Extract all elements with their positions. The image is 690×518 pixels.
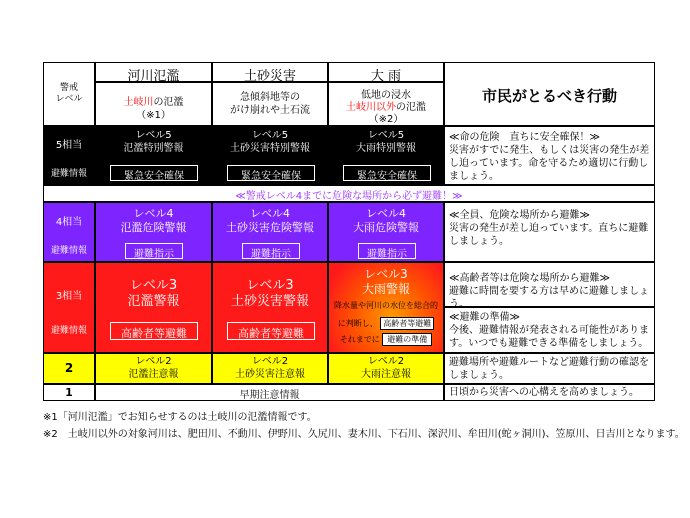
level5-evac-label: 避難情報 xyxy=(50,169,87,179)
level5-sediment-cell xyxy=(212,126,328,185)
level3-rain-note-1: 降水量や河川の水位を総合的 xyxy=(334,301,438,310)
footnote-2: ※2 土岐川以外の対象河川は、肥田川、不動川、伊野川、久尻川、妻木川、下石川、深沢川、牟田川(蛇ヶ洞川)、笠原川、日吉川となります。 xyxy=(43,429,685,440)
evacuation-banner: ≪警戒レベル4までに危険な場所から必ず避難！≫ xyxy=(235,191,463,202)
level2-sediment-cell xyxy=(212,353,328,384)
sediment-title: 土砂災害 xyxy=(243,69,296,84)
level3-rain-note-2a: に判断し、 xyxy=(337,319,378,328)
level3-equiv-cell xyxy=(43,262,95,353)
alert-level-label: 警戒 レベル xyxy=(55,83,83,105)
level3-action-1: ≪高齢者等は危険な場所から避難≫ 避難に時間を要する方は早めに避難しましょう。 xyxy=(449,273,649,310)
level3-rain-cell xyxy=(328,262,444,353)
level1-info: 早期注意情報 xyxy=(239,390,300,401)
level1-info-cell xyxy=(95,384,444,401)
level3-rain-note-2b: 高齢者等避難 xyxy=(380,317,434,330)
level4-evac-label: 避難情報 xyxy=(50,246,87,256)
header-sediment xyxy=(212,62,328,82)
evacuation-banner-cell xyxy=(43,185,655,202)
level4-river: レベル4 氾濫危険警報 xyxy=(120,207,187,234)
level5-river: レベル5 氾濫特別警報 xyxy=(123,130,184,154)
level3-river-evac-text: 高齢者等避難 xyxy=(121,327,187,340)
header-rain-desc xyxy=(328,82,444,126)
level5-rain-evac-text: 緊急安全確保 xyxy=(357,171,417,182)
level3-evac-label: 避難情報 xyxy=(50,326,87,336)
level5-action: ≪命の危険 直ちに安全確保！≫ 災害がすでに発生、もしくは災害の発生が差し迫っています。命を守るため適切に行動しましょう。 xyxy=(449,132,650,182)
level5-river-evac-text: 緊急安全確保 xyxy=(124,171,184,182)
level3-sediment-cell xyxy=(212,262,328,353)
action-title: 市民がとるべき行動 xyxy=(481,87,617,105)
river-title: 河川氾濫 xyxy=(127,69,180,84)
level5-rain-cell xyxy=(328,126,444,185)
level5-sediment-evac-box xyxy=(227,165,315,181)
level4-equiv-cell xyxy=(43,202,95,262)
level5-equiv: 5相当 xyxy=(55,140,83,151)
level4-action-cell xyxy=(444,202,655,262)
level3-equiv: 3相当 xyxy=(55,291,83,302)
footnote-1: ※1「河川氾濫」でお知らせするのは土岐川の氾濫情報です。 xyxy=(43,412,317,423)
level1-action: 日頃から災害への心構えを高めましょう。 xyxy=(449,387,639,398)
level4-sediment-evac-box xyxy=(242,243,300,259)
level1-action-cell xyxy=(444,384,655,401)
level5-sediment: レベル5 土砂災害特別警報 xyxy=(230,130,310,154)
level3-rain-note-2 xyxy=(329,317,443,330)
level4-sediment-cell xyxy=(212,202,328,262)
header-alert-level xyxy=(43,62,95,126)
level1-cell xyxy=(43,384,95,401)
level4-sediment: レベル4 土砂災害危険警報 xyxy=(226,207,314,234)
rain-desc-1: 低地の浸水 xyxy=(361,90,411,101)
level2-number: 2 xyxy=(64,361,74,375)
level5-action-cell xyxy=(444,126,655,185)
rain-title: 大 雨 xyxy=(370,69,402,84)
level5-rain: レベル5 大雨特別警報 xyxy=(356,130,416,154)
level3-rain-note-3 xyxy=(329,333,443,346)
level3-river-evac-box xyxy=(110,322,198,340)
level4-river-evac-box xyxy=(125,243,183,259)
level5-rain-evac-box xyxy=(343,165,431,181)
level4-rain: レベル4 大雨危険警報 xyxy=(353,207,419,234)
level3-action-1-cell xyxy=(444,262,655,310)
header-river xyxy=(95,62,212,82)
level3-sediment-evac-text: 高齢者等避難 xyxy=(238,327,304,340)
level3-sediment: レベル3 土砂災害警報 xyxy=(230,278,309,310)
sediment-desc: 急傾斜地等の がけ崩れや土石流 xyxy=(230,92,310,116)
level2-cell xyxy=(43,353,95,384)
level1-number: 1 xyxy=(65,386,73,399)
level3-rain-note-3b: 避難の準備 xyxy=(382,333,432,346)
header-river-desc xyxy=(95,82,212,126)
header-action xyxy=(444,62,655,126)
rain-desc-red: 土岐川以外 xyxy=(346,102,396,113)
level2-action: 避難場所や避難ルートなど避難行動の確認をしましょう。 xyxy=(449,357,649,381)
level3-action-2: ≪避難の準備≫ 今後、避難情報が発表される可能性があります。いつでも避難できる準備をしましょう。 xyxy=(449,312,649,349)
level4-action: ≪全員、危険な場所から避難≫ 災害の発生が差し迫っています。直ちに避難しましょう。 xyxy=(449,210,649,247)
level4-rain-cell xyxy=(328,202,444,262)
header-sediment-desc xyxy=(212,82,328,126)
header-rain xyxy=(328,62,444,82)
alert-level-table xyxy=(43,62,655,401)
level4-rain-evac-box xyxy=(358,243,416,259)
level2-rain-cell xyxy=(328,353,444,384)
level3-river: レベル3 氾濫警報 xyxy=(127,278,180,310)
river-name-red: 土岐川 xyxy=(123,97,154,108)
rain-desc-rest: の氾濫 xyxy=(396,102,426,113)
level2-river: レベル2 氾濫注意報 xyxy=(128,356,179,380)
level4-river-cell xyxy=(95,202,212,262)
level5-river-evac-box xyxy=(110,165,198,181)
level2-action-cell xyxy=(444,353,655,384)
level4-river-evac-text: 避難指示 xyxy=(134,249,174,260)
level2-river-cell xyxy=(95,353,212,384)
rain-desc-note: （※2） xyxy=(368,114,404,125)
level4-sediment-evac-text: 避難指示 xyxy=(251,249,291,260)
level4-rain-evac-text: 避難指示 xyxy=(367,249,407,260)
level3-rain: レベル3 大雨警報 xyxy=(361,267,410,296)
level2-sediment: レベル2 土砂災害注意報 xyxy=(235,356,305,380)
level3-action-2-cell xyxy=(444,307,655,353)
level4-equiv: 4相当 xyxy=(55,217,83,228)
river-desc-rest: の氾濫 xyxy=(153,97,184,108)
level3-sediment-evac-box xyxy=(227,322,315,340)
level5-equiv-cell xyxy=(43,126,95,185)
level3-river-cell xyxy=(95,262,212,353)
level3-rain-note-3a: それまでに xyxy=(339,335,380,344)
level5-sediment-evac-text: 緊急安全確保 xyxy=(241,171,301,182)
river-desc-note: （※1） xyxy=(136,110,171,121)
level5-river-cell xyxy=(95,126,212,185)
level2-rain: レベル2 大雨注意報 xyxy=(361,356,411,380)
